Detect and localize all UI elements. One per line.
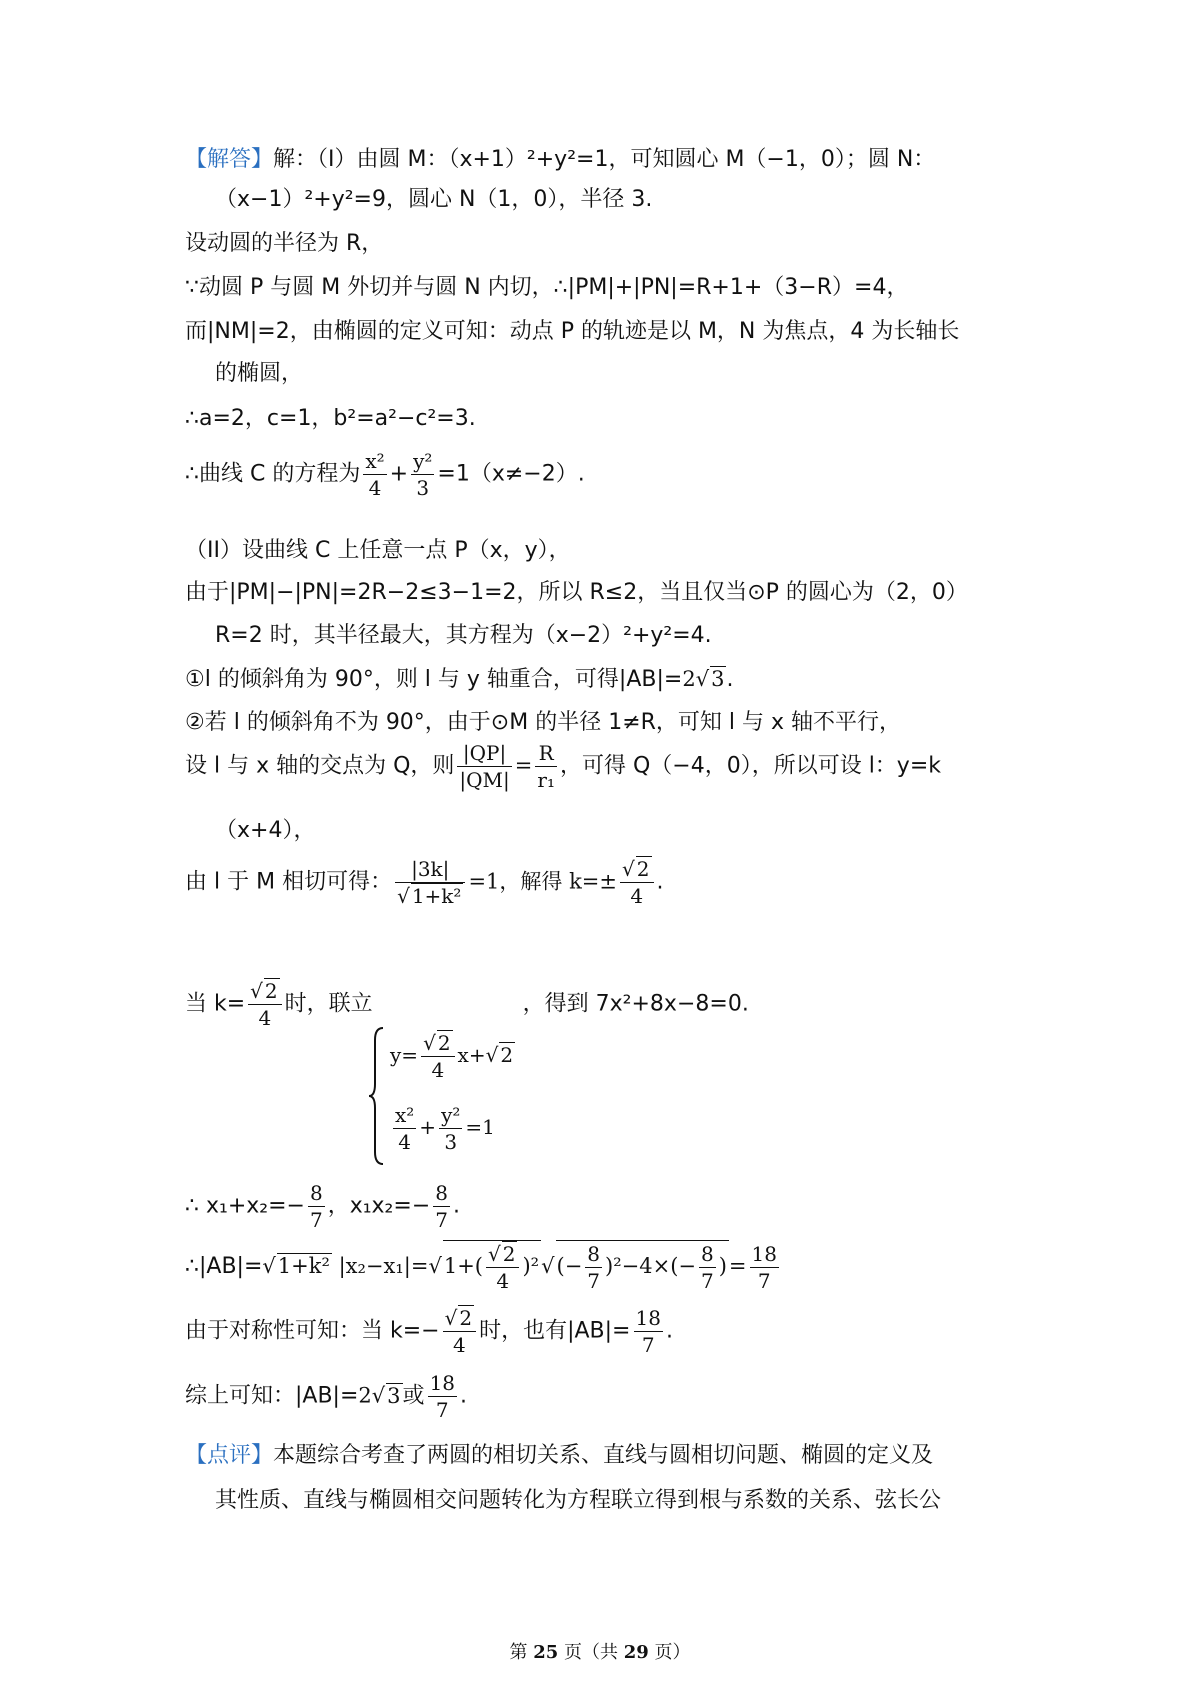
page-footer: 第 25 页（共 29 页）	[509, 1642, 691, 1663]
system-equation-1: y= $\frac{√ 2}{4}$ x+√ 2	[390, 1031, 514, 1082]
fraction: $\frac{√ 2}{4}$	[248, 978, 281, 1031]
fraction: $\frac{|3k|}{\text{√ 1+k²}}$	[395, 856, 465, 909]
comment-line-2: 其性质、直线与椭圆相交问题转化为方程联立得到根与系数的关系、弦长公	[215, 1488, 942, 1513]
page-total: 29	[623, 1642, 649, 1663]
comment-line-1: 【点评】本题综合考查了两圆的相切关系、直线与圆相切问题、椭圆的定义及	[185, 1443, 934, 1468]
answer-line-10: 由于|PM|−|PN|=2R−2≤3−1=2，所以 R≤2，当且仅当⊙P 的圆心为（2，0）	[185, 580, 968, 605]
answer-line-19: ∴|AB|=√1+k² |x₂−x₁|=√1+( $\frac{√ 2}{4}$ )²√(− $\frac{8}{7}$ )²−4×(− $\frac{8}{7}$ )= $\frac{18}{7}$	[185, 1241, 777, 1293]
page-number: 25	[533, 1642, 559, 1663]
answer-line-11: R=2 时，其半径最大，其方程为（x−2）²+y²=4.	[215, 623, 712, 648]
comment-tag: 【点评】	[185, 1443, 274, 1468]
answer-line-6: 的椭圆，	[215, 361, 304, 386]
system-brace	[368, 1026, 386, 1166]
answer-line-20: 由于对称性可知：当 k=− $\frac{√ 2}{4}$ 时，也有|AB|= $\frac{18}{7}$ .	[185, 1306, 673, 1357]
answer-line-16: 由 l 于 M 相切可得： $\frac{|3k|}{\text{√ 1+k²}}$ =1，解得 k=± $\frac{√ 2}{4}$ .	[185, 857, 664, 908]
answer-line-1: 【解答】解：（I）由圆 M：（x+1）²+y²=1，可知圆心 M（⁠−1，0）；圆 N：	[185, 147, 936, 172]
answer-line-17: 当 k= $\frac{√ 2}{4}$ 时，联立 ，得到 7x²+8x−8=0.	[185, 979, 749, 1030]
answer-line-5: 而|NM|=2，由椭圆的定义可知：动点 P 的轨迹是以 M，N 为焦点，4 为长轴长	[185, 319, 960, 344]
answer-line-12: ①l 的倾斜角为 90°，则 l 与 y 轴重合，可得|AB|=2√3.	[185, 667, 734, 692]
fraction: $\frac{√ 2}{4}$	[620, 856, 653, 909]
answer-line-18: ∴ x₁+x₂=− $\frac{8}{7}$ ，x₁x₂=− $\frac{8}{7}$ .	[185, 1181, 460, 1232]
answer-line-21: 综上可知：|AB|=2√3或 $\frac{18}{7}$ .	[185, 1371, 468, 1422]
system-equation-2: $\frac{\text{x²}}{4}$ + $\frac{\text{y²}}{3}$ =1	[395, 1103, 495, 1154]
answer-line-9: （II）设曲线 C 上任意一点 P（x，y），	[185, 538, 571, 563]
fraction: $\frac{\text{x²}}{4}$	[365, 449, 385, 500]
answer-line-14: 设 l 与 x 轴的交点为 Q，则 $\frac{|QP|}{|QM|}$ = $\frac{R}{\text{r₁}}$ ，可得 Q（−4，0），所以可设 l：y=k	[185, 741, 942, 792]
fraction: $\frac{|QP|}{|QM|}$	[459, 741, 510, 792]
answer-tag: 【解答】	[185, 147, 274, 172]
answer-line-4: ∵动圆 P 与圆 M 外切并与圆 N 内切，∴|PM|+|PN|=R+1+（3−R）=4，	[185, 275, 909, 300]
answer-line-2: （x−1）²+y²=9，圆心 N（1，0），半径 3.	[215, 187, 653, 212]
answer-line-8: ∴曲线 C 的方程为 $\frac{\text{x²}}{4}$ + $\frac{\text{y²}}{3}$ =1（x≠−2）.	[185, 449, 585, 500]
radical-sign: √	[695, 667, 710, 691]
fraction: $\frac{R}{\text{r₁}}$	[537, 741, 555, 792]
fraction: $\frac{\text{y²}}{3}$	[413, 449, 433, 500]
answer-line-7: ∴a=2，c=1，b²=a²−c²=3.	[185, 406, 476, 431]
answer-line-15: （x+4），	[215, 818, 316, 843]
answer-line-13: ②若 l 的倾斜角不为 90°，由于⊙M 的半径 1≠R，可知 l 与 x 轴不平行，	[185, 710, 902, 735]
answer-line-3: 设动圆的半径为 R，	[185, 231, 384, 256]
